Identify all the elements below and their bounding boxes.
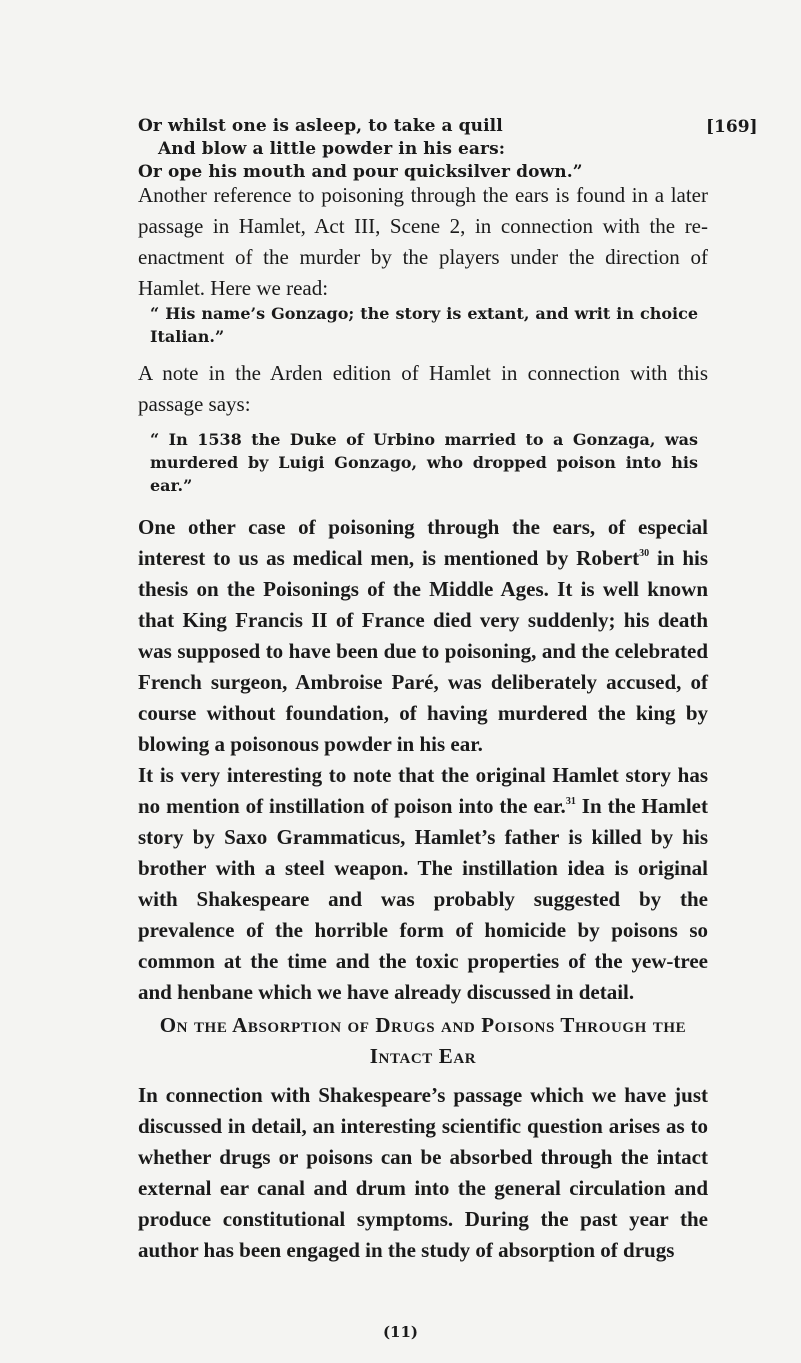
paragraph-robert-thesis: One other case of poisoning through the ears, of especial interest to us as medical men, is mentioned by Robert$^{30}$ in his thesis on the Poisonings of the Middle Ages. It is well known that King Francis II of France died very suddenly; his death was supposed to have been due to poisoning, and the celebrated French surgeon, Ambroise Paré, was deliberately accused, of course without foundation, of having murdered the king by blowing a poisonous powder in his ear. xyxy=(138,515,708,756)
block-quote-gonzago: “ His name’s Gonzago; the story is extant, and writ in choice Italian.” xyxy=(150,304,698,346)
paragraph-another-reference: Another reference to poisoning through the ears is found in a later passage in Hamlet, Act III, Scene 2, in connection with the re-enactment of the murder by the players under the direction of Hamlet. Here we read: xyxy=(138,183,708,300)
paragraph-arden-note: A note in the Arden edition of Hamlet in connection with this passage says: xyxy=(138,361,708,416)
paragraph-absorption: In connection with Shakespeare’s passage which we have just discussed in detail, an interesting scientific question arises as to whether drugs or poisons can be absorbed through the intact external ear canal and drum into the general circulation and produce constitutional symptoms. During the past year the author has been engaged in the study of absorption of drugs xyxy=(138,1083,708,1262)
verse-quote xyxy=(138,115,708,184)
footnote-ref: 31 xyxy=(565,796,576,807)
verse-line: Or ope his mouth and pour quicksilver down.” xyxy=(138,162,583,182)
page-number: [169] xyxy=(706,117,758,137)
paragraph-original-hamlet: It is very interesting to note that the original Hamlet story has no mention of instillation of poison into the ear.$^{31}$ In the Hamlet story by Saxo Grammaticus, Hamlet’s father is killed by his brother with a steel weapon. The instillation idea is original with Shakespeare and was probably suggested by the prevalence of the horrible form of homicide by poisons so common at the time and the toxic properties of the yew-tree and henbane which we have already discussed in detail. xyxy=(138,763,708,1004)
verse-line: Or whilst one is asleep, to take a quill xyxy=(138,116,503,136)
block-quote-urbino: “ In 1538 the Duke of Urbino married to a Gonzaga, was murdered by Luigi Gonzago, who dropped poison into his ear.” xyxy=(150,430,698,495)
page-footer-number: (11) xyxy=(382,1323,419,1341)
footnote-ref: 30 xyxy=(639,548,650,559)
section-heading: On the Absorption of Drugs and Poisons Through the Intact Ear xyxy=(159,1013,687,1068)
verse-line: And blow a little powder in his ears: xyxy=(158,139,506,159)
